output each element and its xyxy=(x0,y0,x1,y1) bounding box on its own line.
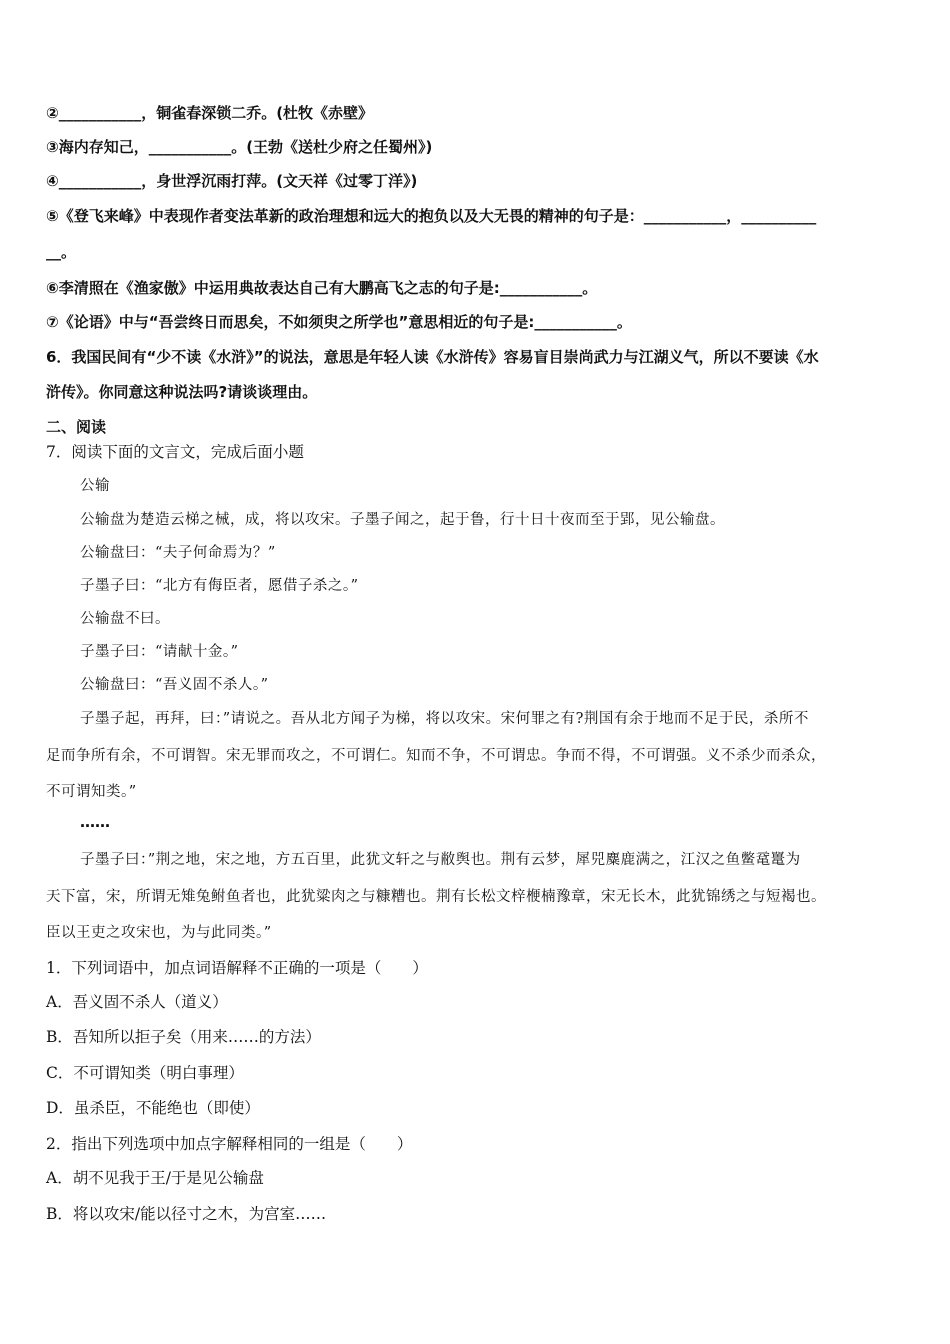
passage-title: 公输 xyxy=(80,478,110,494)
question-7-intro: 7．阅读下面的文言文，完成后面小题 xyxy=(46,443,304,461)
passage-paragraph-7-line-3: 不可谓知类。” xyxy=(46,784,137,800)
subquestion-2-option-a: A．胡不见我于王/于是见公输盘 xyxy=(46,1169,264,1187)
fill-line-2: ②___________，铜雀春深锁二乔。(杜牧《赤壁》 xyxy=(46,104,374,122)
passage-paragraph-1: 公输盘为楚造云梯之械，成，将以攻宋。子墨子闻之，起于鲁，行十日十夜而至于郢，见公输盘。 xyxy=(80,512,725,528)
subquestion-1-option-c: C．不可谓知类（明白事理） xyxy=(46,1064,244,1082)
subquestion-1-option-d: D．虽杀臣，不能绝也（即使） xyxy=(46,1099,260,1117)
passage-paragraph-5: 子墨子曰：“请献十金。” xyxy=(80,644,239,660)
passage-paragraph-2: 公输盘曰：“夫子何命焉为？” xyxy=(80,545,276,561)
passage-paragraph-7-line-1: 子墨子起，再拜，曰：”请说之。吾从北方闻子为梯，将以攻宋。宋何罪之有?荆国有余于地而不足于民，杀所不 xyxy=(80,711,809,727)
passage-paragraph-6: 公输盘曰：“吾义固不杀人。” xyxy=(80,677,269,693)
subquestion-1-stem: 1．下列词语中，加点词语解释不正确的一项是（ ） xyxy=(46,959,428,977)
question-6-line-1: 6．我国民间有“少不读《水浒》”的说法，意思是年轻人读《水浒传》容易盲目崇尚武力与江湖义气，所以不要读《水 xyxy=(46,348,819,366)
passage-ellipsis: …… xyxy=(80,813,110,831)
fill-line-5: ⑤《登飞来峰》中表现作者变法革新的政治理想和远大的抱负以及大无畏的精神的句子是：___________，__________ xyxy=(46,207,817,225)
subquestion-2-stem: 2．指出下列选项中加点字解释相同的一组是（ ） xyxy=(46,1135,413,1153)
subquestion-2-option-b: B．将以攻宋/能以径寸之木，为宫室…… xyxy=(46,1205,327,1223)
question-6-line-2: 浒传》。你同意这种说法吗?请谈谈理由。 xyxy=(46,383,318,401)
fill-line-3: ③海内存知己，___________。(王勃《送杜少府之任蜀州》) xyxy=(46,138,433,156)
passage-paragraph-8-line-1: 子墨子曰：”荆之地，宋之地，方五百里，此犹文轩之与敝舆也。荆有云梦，犀兕麋鹿满之，江汉之鱼鳖鼋鼍为 xyxy=(80,852,801,868)
section-heading: 二、阅读 xyxy=(46,418,107,436)
subquestion-1-option-a: A．吾义固不杀人（道义） xyxy=(46,993,228,1011)
passage-paragraph-3: 子墨子曰：“北方有侮臣者，愿借子杀之。” xyxy=(80,578,359,594)
subquestion-1-option-b: B．吾知所以拒子矣（用来……的方法） xyxy=(46,1028,321,1046)
fill-line-6: ⑥李清照在《渔家傲》中运用典故表达自己有大鹏高飞之志的句子是:___________。 xyxy=(46,279,598,297)
fill-line-7: ⑦《论语》中与“吾尝终日而思矣，不如须臾之所学也”意思相近的句子是:___________。 xyxy=(46,313,632,331)
fill-line-4: ④___________，身世浮沉雨打萍。(文天祥《过零丁洋》) xyxy=(46,172,418,190)
fill-line-5-cont: __。 xyxy=(46,243,77,261)
passage-paragraph-4: 公输盘不曰。 xyxy=(80,611,170,627)
passage-paragraph-8-line-3: 臣以王吏之攻宋也，为与此同类。” xyxy=(46,925,272,941)
passage-paragraph-7-line-2: 足而争所有余，不可谓智。宋无罪而攻之，不可谓仁。知而不争，不可谓忠。争而不得，不可谓强。义不杀少而杀众， xyxy=(46,748,826,764)
passage-paragraph-8-line-2: 天下富，宋，所谓无雉兔鲋鱼者也，此犹粱肉之与糠糟也。荆有长松文梓楩楠豫章，宋无长木，此犹锦绣之与短褐也。 xyxy=(46,889,826,905)
